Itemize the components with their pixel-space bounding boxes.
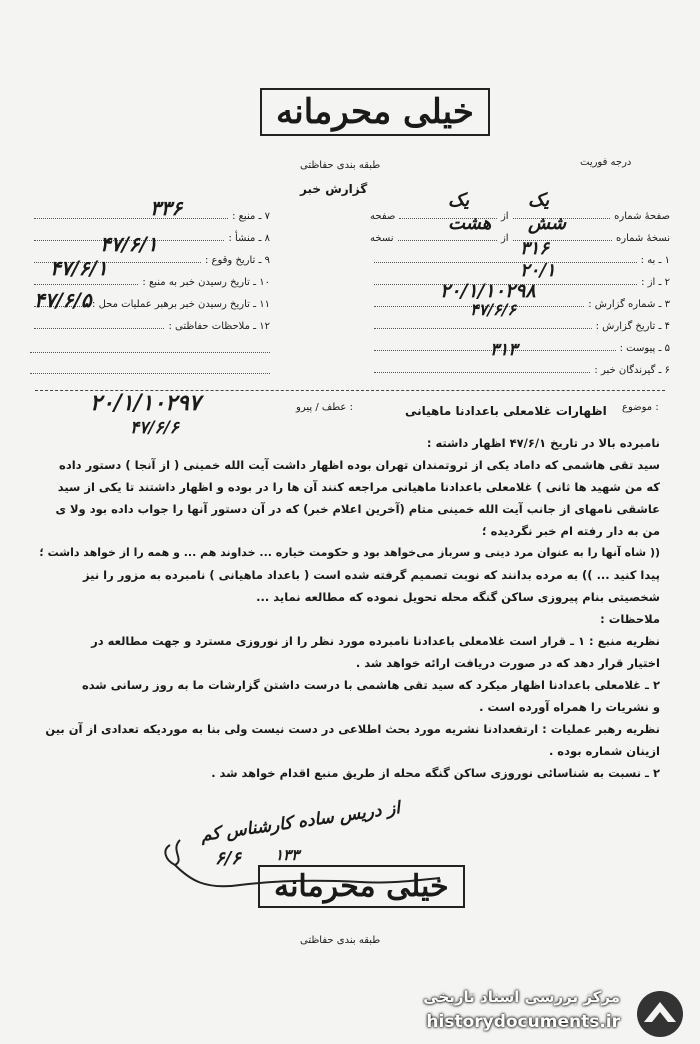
body-line: نامبرده بالا در تاریخ ۴۷/۶/۱ اظهار داشته : [426,436,660,450]
priority-label: درجه فوریت [580,157,632,168]
reference-number: ۲۰/۱/۱۰۲۹۷ [90,390,201,416]
report-title: گزارش خبر [300,182,368,196]
top-classification-stamp: خیلی محرمانه [260,88,490,136]
value-page-number: یک [528,190,550,211]
body-line: که من شهید ها ثانی ) غلامعلی باعدادنا ماهیانی مراجعه کنند آن ها را در بوده و اظهار داشتند تا یکی از سید [57,480,660,494]
field-copy-number: نسخهٔ شماره از نسخه [370,233,670,244]
field-news-to-operations: ۱۱ ـ تاریخ رسیدن خبر برهبر عملیات محل : [30,288,270,310]
field-event-date: ۹ ـ تاریخ وقوع : [30,244,270,266]
body-line: من به دار رفته ام خبر نگردیده ؛ [482,524,660,538]
left-fields [30,200,270,374]
value-copy-number: شش [528,213,567,234]
signature-text: از دریس ساده کارشناس کم [199,798,402,846]
field-security-notes: ۱۲ ـ ملاحظات حفاظتی : [30,310,270,332]
field-source: ۷ ـ منبع : [30,200,270,222]
watermark [405,988,695,1040]
body-line: ۲ ـ غلامعلی باعدادنا اظهار میکرد که سید تقی هاشمی با درست داشتن گزارشات ما به روز رسانی شده [82,678,660,692]
value-security-notes: ۴۷/۶/۵ [34,288,92,312]
body-line: نظریه رهبر عملیات : ارتفعدادنا نشریه مورد بحث اطلاعی در دست نیست ولی بنا به موردیکه تعدادی از آن بین [45,722,660,736]
body-line: شخصیتی بنام پیروزی ساکن گنگه محله تحویل نموده که مطالعه نماید ... [256,590,660,604]
value-source: ۳۳۶ [150,196,183,220]
value-recipients: ۳۱۳ [490,340,518,360]
value-copy-total: هشت [448,213,492,234]
subject-label: موضوع : [622,402,659,413]
field-attachment: ۵ ـ پیوست : [370,332,670,354]
watermark-title: مرکز بررسی اسناد تاریخی [423,988,620,1006]
body-line: ازینان شماره بوده . [548,744,660,758]
signature-date: ۶/۶ [215,848,241,869]
value-to: ۳۱۶ [520,238,550,259]
field-news-to-source: ۱۰ ـ تاریخ رسیدن خبر به منبع : [30,266,270,288]
bottom-classification-stamp: خیلی محرمانه [258,865,465,908]
body-line: نظریه منبع : ۱ ـ قرار است غلامعلی باعدادنا نامبرده مورد نظر را از نوروزی مسترد و جهت مطالعه در [91,634,660,648]
watermark-url: historydocuments.ir [426,1012,620,1032]
body-line: (( شاه آنها را به عنوان مرد دینی و سرباز می‌خواهد بود و حکومت خیاره ... خداوند هم ... و همه را از خواهد داشت ؛ [39,546,660,559]
field-origin: ۸ ـ منشأ : [30,222,270,244]
value-report-number: ۲۰/۱/۱۰۲۹۸ [440,280,536,302]
top-classification-label: طبقه بندی حفاظتی [300,160,381,171]
watermark-logo-icon [630,988,690,1040]
body-line: عاشقی نامهای از جانب آیت الله خمینی متام (آخرین اعلام خبر) که در آن دستور آنها را جواب داده بود ولا ی [55,502,660,516]
subject-text: اظهارات غلامعلی باعدادنا ماهیانی [405,404,607,418]
value-event-date: ۴۷/۶/۱ [100,232,158,256]
body-line: پیدا کنید ... )) به مرده بدانند که نوبت تصمیم گرفته شده است ( باعداد ماهیانی ) نامبرده به مزور را نیز [82,568,660,582]
bottom-classification-label: طبقه بندی حفاظتی [300,935,381,946]
reference-label: عطف / پیرو : [296,402,353,413]
body-line: ۲ ـ نسبت به شناسائی نوروزی ساکن گنگه محله از طریق منبع اقدام خواهد شد . [211,766,660,780]
field-to: ۱ ـ به : [370,244,670,266]
field-recipients: ۶ ـ گیرندگان خبر : [370,354,670,376]
field-report-number: ۳ ـ شماره گزارش : [370,288,670,310]
value-report-date: ۴۷/۶/۶ [470,300,517,319]
value-from: ۲۰/۱ [520,260,556,281]
body-line: و نشریات را همراه آورده است . [479,700,660,714]
field-from: ۲ ـ از : [370,266,670,288]
signature-number: ۱۳۳ [275,846,300,864]
report-body [40,436,660,788]
body-line: سید تقی هاشمی که داماد یکی از ثروتمندان تهران بوده اظهار داشت آیت الله خمینی ( از آنجا ) دستور داده [59,458,660,472]
body-line: ملاحظات : [600,612,660,626]
value-page-total: یک [448,190,470,211]
field-report-date: ۴ ـ تاریخ گزارش : [370,310,670,332]
field-page-number: صفحهٔ شماره از صفحه [370,211,670,222]
reference-date: ۴۷/۶/۶ [130,418,179,438]
value-news-to-source: ۴۷/۶/۱ [50,256,108,280]
body-line: اختیار قرار دهد که در صورت دریافت ارائه خواهد شد . [355,656,660,670]
